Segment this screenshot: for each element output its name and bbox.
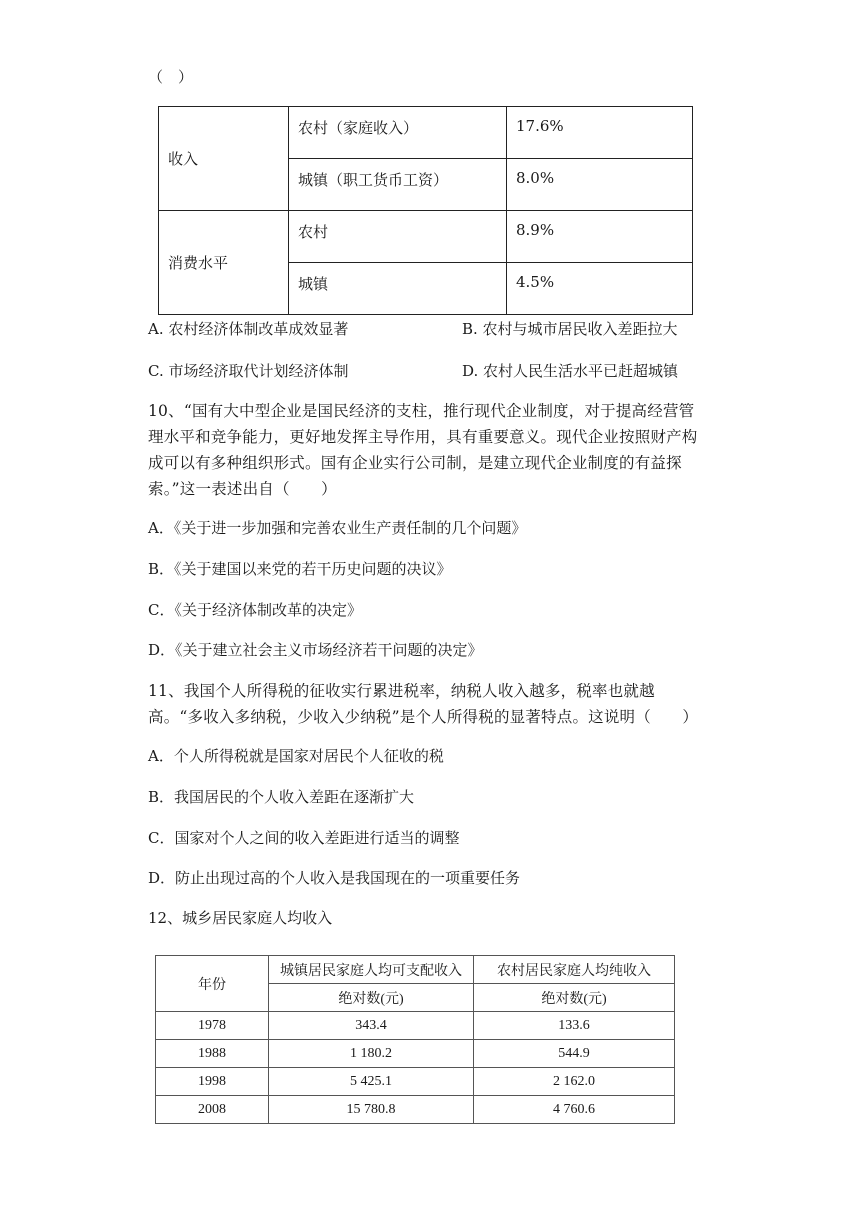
table-row	[156, 1012, 675, 1040]
rural-cell: 4 760.6	[474, 1096, 675, 1124]
urban-cell: 343.4	[269, 1012, 474, 1040]
urban-cell: 5 425.1	[269, 1068, 474, 1096]
rural-income-header: 农村居民家庭人均纯收入	[474, 956, 675, 984]
rural-cell: 544.9	[474, 1040, 675, 1068]
q9-answer-bracket: （ ）	[148, 68, 194, 86]
q11-option-a: A．个人所得税就是国家对居民个人征收的税	[148, 747, 444, 765]
q11-option-d: D．防止出现过高的个人收入是我国现在的一项重要任务	[148, 869, 521, 887]
urban-income-header: 城镇居民家庭人均可支配收入	[269, 956, 474, 984]
q10-option-b: B．《关于建国以来党的若干历史问题的决议》	[148, 560, 452, 578]
rural-unit-header: 绝对数(元)	[474, 984, 675, 1012]
q9-option-b: B. 农村与城市居民收入差距拉大	[462, 320, 678, 338]
q12-income-table	[155, 955, 675, 1124]
q9-option-c: C. 市场经济取代计划经济体制	[148, 362, 349, 380]
q9-growth-table	[158, 106, 693, 315]
urban-unit-header: 绝对数(元)	[269, 984, 474, 1012]
q10-option-d: D．《关于建立社会主义市场经济若干问题的决定》	[148, 641, 483, 659]
year-cell: 2008	[156, 1096, 269, 1124]
urban-cell: 1 180.2	[269, 1040, 474, 1068]
rural-cell: 133.6	[474, 1012, 675, 1040]
table-value-cell: 8.9%	[507, 211, 693, 263]
table-label-cell: 农村（家庭收入）	[289, 107, 507, 159]
table-category-cell: 收入	[159, 107, 289, 211]
year-cell: 1988	[156, 1040, 269, 1068]
year-cell: 1998	[156, 1068, 269, 1096]
rural-cell: 2 162.0	[474, 1068, 675, 1096]
q10-stem: 10、“国有大中型企业是国民经济的支柱，推行现代企业制度，对于提高经营管理水平和竞争能力，更好地发挥主导作用，具有重要意义。现代企业按照财产构成可以有多种组织形式。国有企业实行公司制，是建立现代企业制度的有益探索。”这一表述出自（ ）	[148, 402, 698, 498]
q10-option-a: A．《关于进一步加强和完善农业生产责任制的几个问题》	[148, 519, 527, 537]
urban-cell: 15 780.8	[269, 1096, 474, 1124]
q10-option-c: C．《关于经济体制改革的决定》	[148, 601, 362, 619]
table-value-cell: 8.0%	[507, 159, 693, 211]
table-value-cell: 17.6%	[507, 107, 693, 159]
q9-option-a: A. 农村经济体制改革成效显著	[148, 320, 349, 338]
q11-option-c: C．国家对个人之间的收入差距进行适当的调整	[148, 829, 460, 847]
table-value-cell: 4.5%	[507, 263, 693, 315]
table-label-cell: 农村	[289, 211, 507, 263]
q12-stem: 12、城乡居民家庭人均收入	[148, 909, 333, 927]
table-row	[156, 1096, 675, 1124]
table-category-cell: 消费水平	[159, 211, 289, 315]
year-header: 年份	[156, 956, 269, 1012]
table-row	[156, 1040, 675, 1068]
year-cell: 1978	[156, 1012, 269, 1040]
q11-stem: 11、我国个人所得税的征收实行累进税率，纳税人收入越多，税率也就越高。“多收入多纳税，少收入少纳税”是个人所得税的显著特点。这说明（ ）	[148, 682, 699, 726]
q11-option-b: B．我国居民的个人收入差距在逐渐扩大	[148, 788, 415, 806]
table-row	[156, 1068, 675, 1096]
q9-option-d: D. 农村人民生活水平已赶超城镇	[462, 362, 679, 380]
table-label-cell: 城镇（职工货币工资）	[289, 159, 507, 211]
table-label-cell: 城镇	[289, 263, 507, 315]
